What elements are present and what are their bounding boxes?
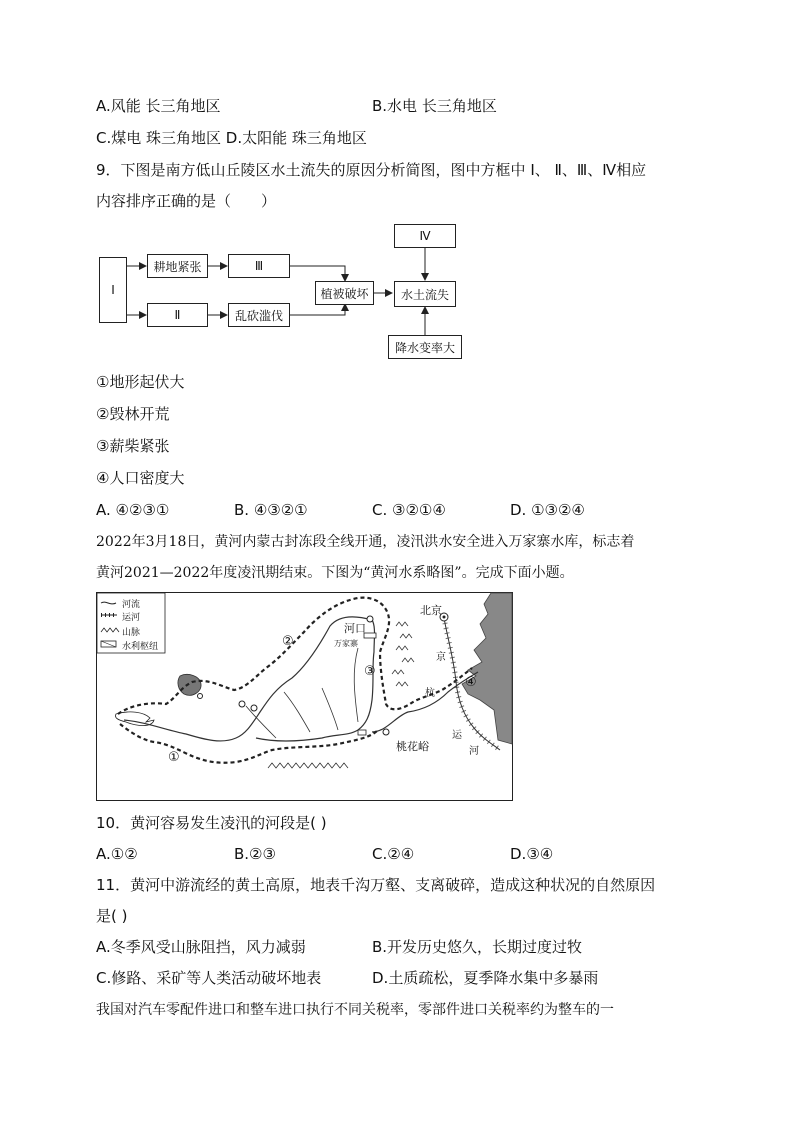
- box-farmland-shortage: 耕地紧张: [147, 254, 208, 278]
- box-IV: Ⅳ: [394, 224, 456, 248]
- q9-option-d: D. ①③②④: [510, 501, 585, 519]
- q11-option-a: A.冬季风受山脉阻挡，风力减弱: [96, 938, 306, 956]
- q11-option-d: D.土质疏松，夏季降水集中多暴雨: [372, 969, 599, 987]
- q8-option-cd: C.煤电 珠三角地区 D.太阳能 珠三角地区: [96, 129, 367, 147]
- box-III: Ⅲ: [228, 254, 290, 278]
- box-rainfall-variability: 降水变率大: [388, 335, 462, 359]
- q9-item-3: ③薪柴紧张: [96, 437, 170, 455]
- box-I: Ⅰ: [99, 257, 127, 323]
- box-soil-erosion: 水土流失: [394, 281, 456, 307]
- q10-option-a: A.①②: [96, 845, 138, 863]
- yellow-river-map: [96, 592, 513, 801]
- marker-1: ①: [168, 750, 180, 765]
- q10-option-b: B.②③: [234, 845, 276, 863]
- q9-stem-line2: 内容排序正确的是（ ）: [96, 192, 277, 210]
- marker-4: ④: [465, 675, 477, 690]
- q9-item-4: ④人口密度大: [96, 469, 185, 487]
- label-he: 河: [469, 746, 479, 757]
- q9-item-2: ②毁林开荒: [96, 405, 170, 423]
- legend-mountain: 山脉: [122, 628, 141, 638]
- legend-canal: 运河: [122, 613, 141, 623]
- q11-stem-line1: 11．黄河中游流经的黄土高原，地表千沟万壑、支离破碎，造成这种状况的自然原因: [96, 876, 656, 894]
- q11-option-b: B.开发历史悠久，长期过度过牧: [372, 938, 583, 956]
- passage-line1: 2022年3月18日，黄河内蒙古封冻段全线开通，凌汛洪水安全进入万家寨水库，标志着: [96, 534, 635, 550]
- q11-option-c: C.修路、采矿等人类活动破坏地表: [96, 969, 322, 987]
- label-yun: 运: [452, 730, 462, 741]
- q9-option-a: A. ④②③①: [96, 501, 170, 519]
- label-jing: 京: [436, 652, 446, 663]
- q8-option-a: A.风能 长三角地区: [96, 97, 221, 115]
- label-hang: 杭: [425, 688, 435, 699]
- box-II: Ⅱ: [147, 303, 208, 327]
- box-illegal-logging: 乱砍滥伐: [228, 303, 290, 327]
- label-wanjiazhai: 万家寨: [334, 639, 358, 648]
- q9-stem-line1: 9．下图是南方低山丘陵区水土流失的原因分析简图，图中方框中 Ⅰ、 Ⅱ、Ⅲ、Ⅳ相应: [96, 161, 647, 179]
- q8-option-b: B.水电 长三角地区: [372, 97, 497, 115]
- next-passage-line: 我国对汽车零配件进口和整车进口执行不同关税率，零部件进口关税率约为整车的一: [96, 1002, 614, 1018]
- legend-dam: 水利枢纽: [122, 642, 159, 652]
- marker-2: ②: [282, 634, 294, 649]
- label-taohuayu: 桃花峪: [396, 740, 429, 753]
- passage-line2: 黄河2021—2022年度凌汛期结束。下图为“黄河水系略图”。完成下面小题。: [96, 565, 574, 581]
- q10-stem: 10．黄河容易发生凌汛的河段是( ): [96, 814, 327, 832]
- label-beijing: 北京: [420, 604, 442, 617]
- q11-stem-line2: 是( ): [96, 907, 128, 925]
- marker-3: ③: [364, 664, 376, 679]
- legend-river: 河流: [122, 600, 141, 610]
- q9-option-c: C. ③②①④: [372, 501, 446, 519]
- q10-option-d: D.③④: [510, 845, 554, 863]
- q10-option-c: C.②④: [372, 845, 415, 863]
- label-hekou: 河口: [344, 622, 366, 635]
- box-vegetation-damage: 植被破坏: [315, 281, 374, 305]
- q9-option-b: B. ④③②①: [234, 501, 308, 519]
- q9-item-1: ①地形起伏大: [96, 373, 185, 391]
